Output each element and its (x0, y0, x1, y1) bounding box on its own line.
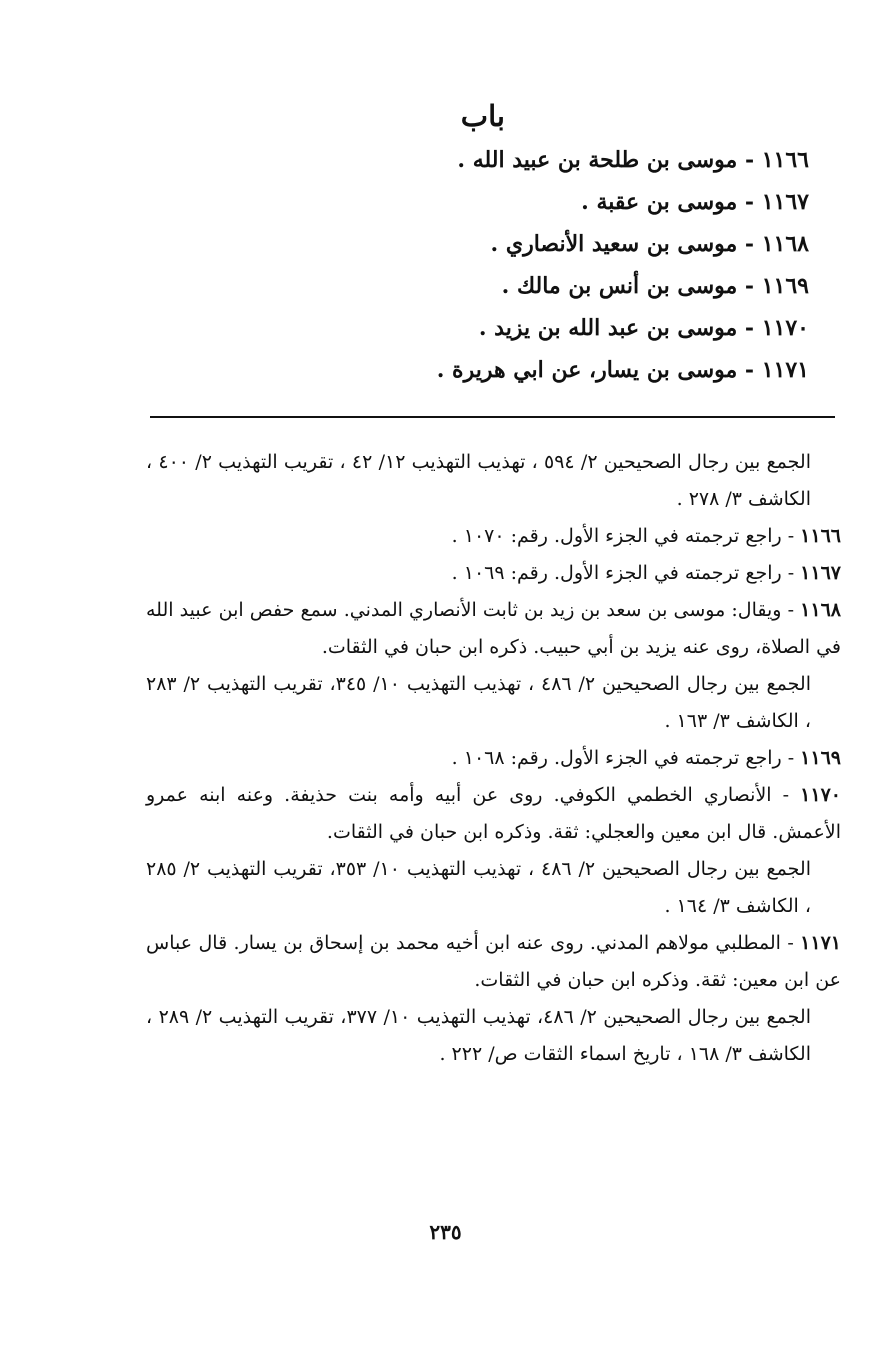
footnote-number: ١١٦٧ (800, 562, 841, 584)
footnote-1166 (146, 518, 841, 555)
footnote-reference: الجمع بين رجال الصحيحين ٢/ ٤٨٦ ، تهذيب التهذيب ١٠/ ٣٥٣، تقريب التهذيب ٢/ ٢٨٥ ، الكاشف ٣/ ١٦٤ . (146, 858, 811, 917)
entry-item: ١١٦٩ - موسى بن أنس بن مالك . (501, 273, 809, 299)
footnote-divider (150, 416, 835, 418)
entry-item: ١١٦٦ - موسى بن طلحة بن عبيد الله . (457, 147, 809, 173)
entry-list (249, 140, 809, 392)
entry-item: ١١٦٧ - موسى بن عقبة . (581, 189, 809, 215)
footnote-text: - المطلبي مولاهم المدني. روى عنه ابن أخيه محمد بن إسحاق بن يسار. قال عباس عن ابن معين: ثقة. وذكره ابن حبان في الثقات. (146, 932, 841, 991)
page-number: ٢٣٥ (429, 1220, 462, 1244)
footnote-text: - الأنصاري الخطمي الكوفي. روى عن أبيه وأمه بنت حذيفة. وعنه ابنه عمرو الأعمش. قال ابن معين والعجلي: ثقة. وذكره ابن حبان في الثقات. (146, 784, 841, 843)
footnote-1170 (146, 777, 841, 851)
entry-item: ١١٧١ - موسى بن يسار، عن ابي هريرة . (436, 357, 809, 383)
footnote-1167 (146, 555, 841, 592)
footnote-text: - ويقال: موسى بن سعد بن زيد بن ثابت الأنصاري المدني. سمع حفص ابن عبيد الله في الصلاة، روى عنه يزيد بن أبي حبيب. ذكره ابن حبان في الثقات. (146, 599, 841, 658)
footnote-number: ١١٦٨ (800, 599, 841, 621)
footnote-1171 (146, 925, 841, 999)
footnotes (146, 444, 841, 1073)
footnote-number: ١١٧٠ (800, 784, 841, 806)
footnote-reference: الجمع بين رجال الصحيحين ٢/ ٥٩٤ ، تهذيب التهذيب ١٢/ ٤٢ ، تقريب التهذيب ٢/ ٤٠٠ ، الكاشف ٣/ ٢٧٨ . (146, 451, 811, 510)
footnote-number: ١١٦٩ (800, 747, 841, 769)
footnote-text: - راجع ترجمته في الجزء الأول. رقم: ١٠٦٩ . (451, 562, 801, 584)
footnote-number: ١١٧١ (800, 932, 841, 954)
footnote-reference: الجمع بين رجال الصحيحين ٢/ ٤٨٦، تهذيب التهذيب ١٠/ ٣٧٧، تقريب التهذيب ٢/ ٢٨٩ ، الكاشف ٣/ ١٦٨ ، تاريخ اسماء الثقات ص/ ٢٢٢ . (146, 1006, 811, 1065)
footnote-1169 (146, 740, 841, 777)
footnote-text: - راجع ترجمته في الجزء الأول. رقم: ١٠٦٨ . (451, 747, 801, 769)
section-heading: باب (460, 99, 505, 133)
footnote-1168 (146, 592, 841, 666)
footnote-number: ١١٦٦ (800, 525, 841, 547)
footnote-text: - راجع ترجمته في الجزء الأول. رقم: ١٠٧٠ . (451, 525, 801, 547)
footnote-reference: الجمع بين رجال الصحيحين ٢/ ٤٨٦ ، تهذيب التهذيب ١٠/ ٣٤٥، تقريب التهذيب ٢/ ٢٨٣ ، الكاشف ٣/ ١٦٣ . (146, 673, 811, 732)
entry-item: ١١٦٨ - موسى بن سعيد الأنصاري . (490, 231, 809, 257)
entry-item: ١١٧٠ - موسى بن عبد الله بن يزيد . (478, 315, 809, 341)
